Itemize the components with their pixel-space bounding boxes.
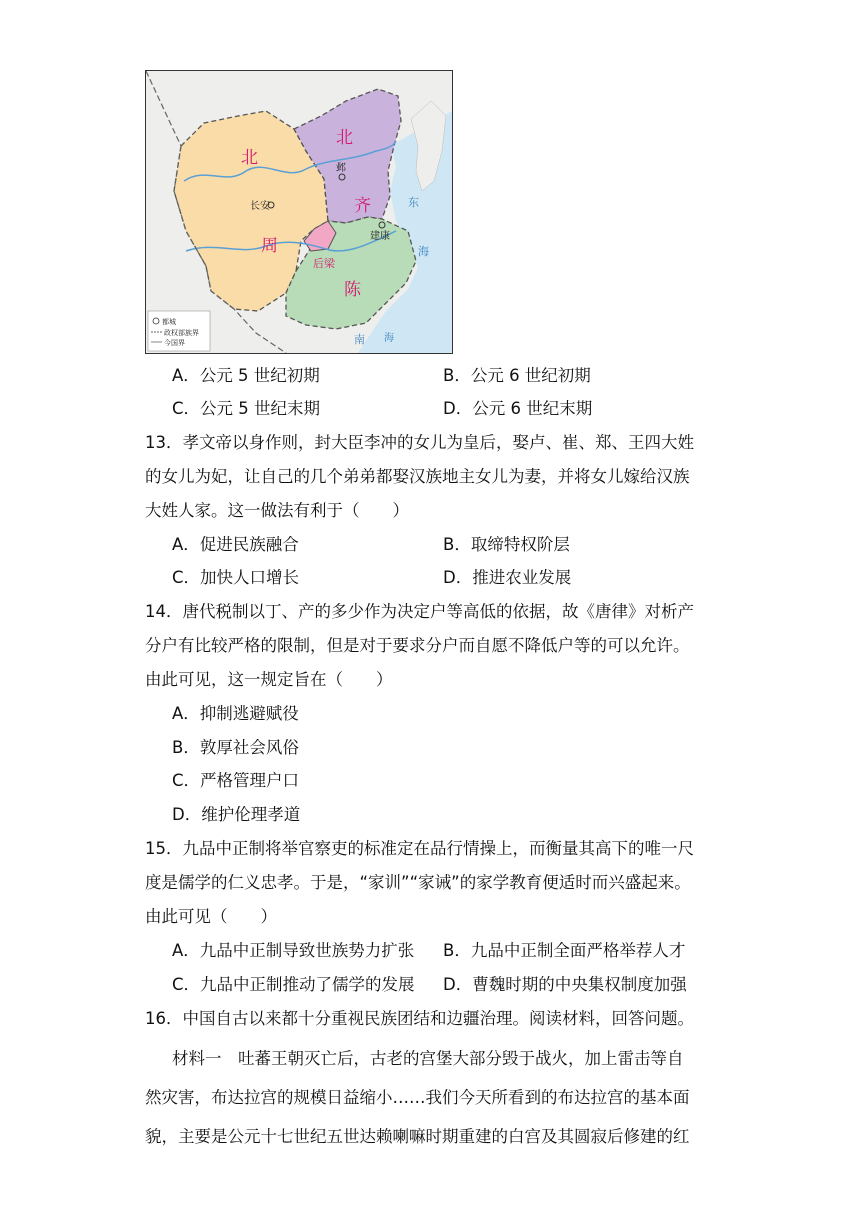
q13-option-a: A．促进民族融合	[172, 535, 299, 554]
q12-option-c: C．公元 5 世纪末期	[172, 399, 321, 418]
q12-option-d: D．公元 6 世纪末期	[443, 399, 593, 418]
label-bei-zhou-2: 周	[261, 236, 278, 256]
q16-material-line-1: 材料一 吐蕃王朝灭亡后，古老的宫堡大部分毁于战火，加上雷击等自	[172, 1049, 684, 1068]
q13-stem-line-2: 的女儿为妃，让自己的几个弟弟都娶汉族地主女儿为妻，并将女儿嫁给汉族	[145, 467, 690, 486]
q16-material-line-2: 然灾害，布达拉宫的规模日益缩小……我们今天所看到的布达拉宫的基本面	[145, 1088, 690, 1107]
label-sea-hai: 海	[418, 245, 429, 258]
q15-option-c: C．九品中正制推动了儒学的发展	[172, 975, 415, 994]
label-sea-dong: 东	[408, 196, 419, 209]
q15-stem-line-3: 由此可见（ ）	[145, 907, 277, 926]
label-bei-zhou-1: 北	[241, 148, 258, 168]
q13-option-c: C．加快人口增长	[172, 568, 300, 587]
q14-option-c: C．严格管理户口	[172, 771, 300, 790]
q14-option-d: D．维护伦理孝道	[172, 805, 301, 824]
q13-option-b: B．取缔特权阶层	[443, 535, 570, 554]
label-changan: 长安	[250, 201, 270, 212]
q14-option-a: A．抑制逃避赋役	[172, 704, 299, 723]
label-chen: 陈	[344, 280, 361, 300]
label-bei-qi-1: 北	[336, 128, 353, 148]
q15-option-a: A．九品中正制导致世族势力扩张	[172, 941, 415, 960]
q12-option-b: B．公元 6 世纪初期	[443, 366, 591, 385]
legend-capital: 都城	[162, 318, 176, 326]
q13-option-d: D．推进农业发展	[443, 568, 572, 587]
q16-material-line-3: 貌，主要是公元十七世纪五世达赖喇嘛时期重建的白宫及其圆寂后修建的红	[145, 1127, 690, 1146]
q13-stem-line-3: 大姓人家。这一做法有利于（ ）	[145, 501, 409, 520]
legend-modern: 今国界	[164, 339, 185, 347]
q14-stem-line-2: 分户有比较严格的限制，但是对于要求分户而自愿不降低户等的可以允许。	[145, 636, 690, 655]
q16-stem: 16．中国自古以来都十分重视民族团结和边疆治理。阅读材料，回答问题。	[145, 1009, 694, 1028]
q13-stem-line-1: 13．孝文帝以身作则，封大臣李冲的女儿为皇后，娶卢、崔、郑、王四大姓	[145, 433, 694, 452]
q14-option-b: B．敦厚社会风俗	[172, 738, 299, 757]
q14-stem-line-1: 14．唐代税制以丁、产的多少作为决定户等高低的依据，故《唐律》对析产	[145, 602, 694, 621]
q15-option-b: B．九品中正制全面严格举荐人才	[443, 941, 686, 960]
legend-border: 政权部族界	[164, 329, 199, 337]
label-sea-nan: 南	[354, 333, 365, 346]
q15-option-d: D．曹魏时期的中央集权制度加强	[443, 975, 687, 994]
label-ye: 邺	[336, 163, 346, 174]
q15-stem-line-1: 15．九品中正制将举官察吏的标准定在品行情操上，而衡量其高下的唯一尺	[145, 839, 694, 858]
label-sea-nanhai: 海	[384, 333, 394, 344]
q12-option-a: A．公元 5 世纪初期	[172, 366, 320, 385]
map-svg	[146, 71, 452, 353]
label-bei-qi-2: 齐	[354, 196, 371, 216]
label-jiankang: 建康	[370, 231, 390, 242]
map-figure	[145, 70, 453, 354]
q14-stem-line-3: 由此可见，这一规定旨在（ ）	[145, 670, 393, 689]
q15-stem-line-2: 度是儒学的仁义忠孝。于是，“家训”“家诫”的家学教育便适时而兴盛起来。	[145, 873, 691, 892]
label-hou-liang: 后梁	[313, 257, 335, 270]
